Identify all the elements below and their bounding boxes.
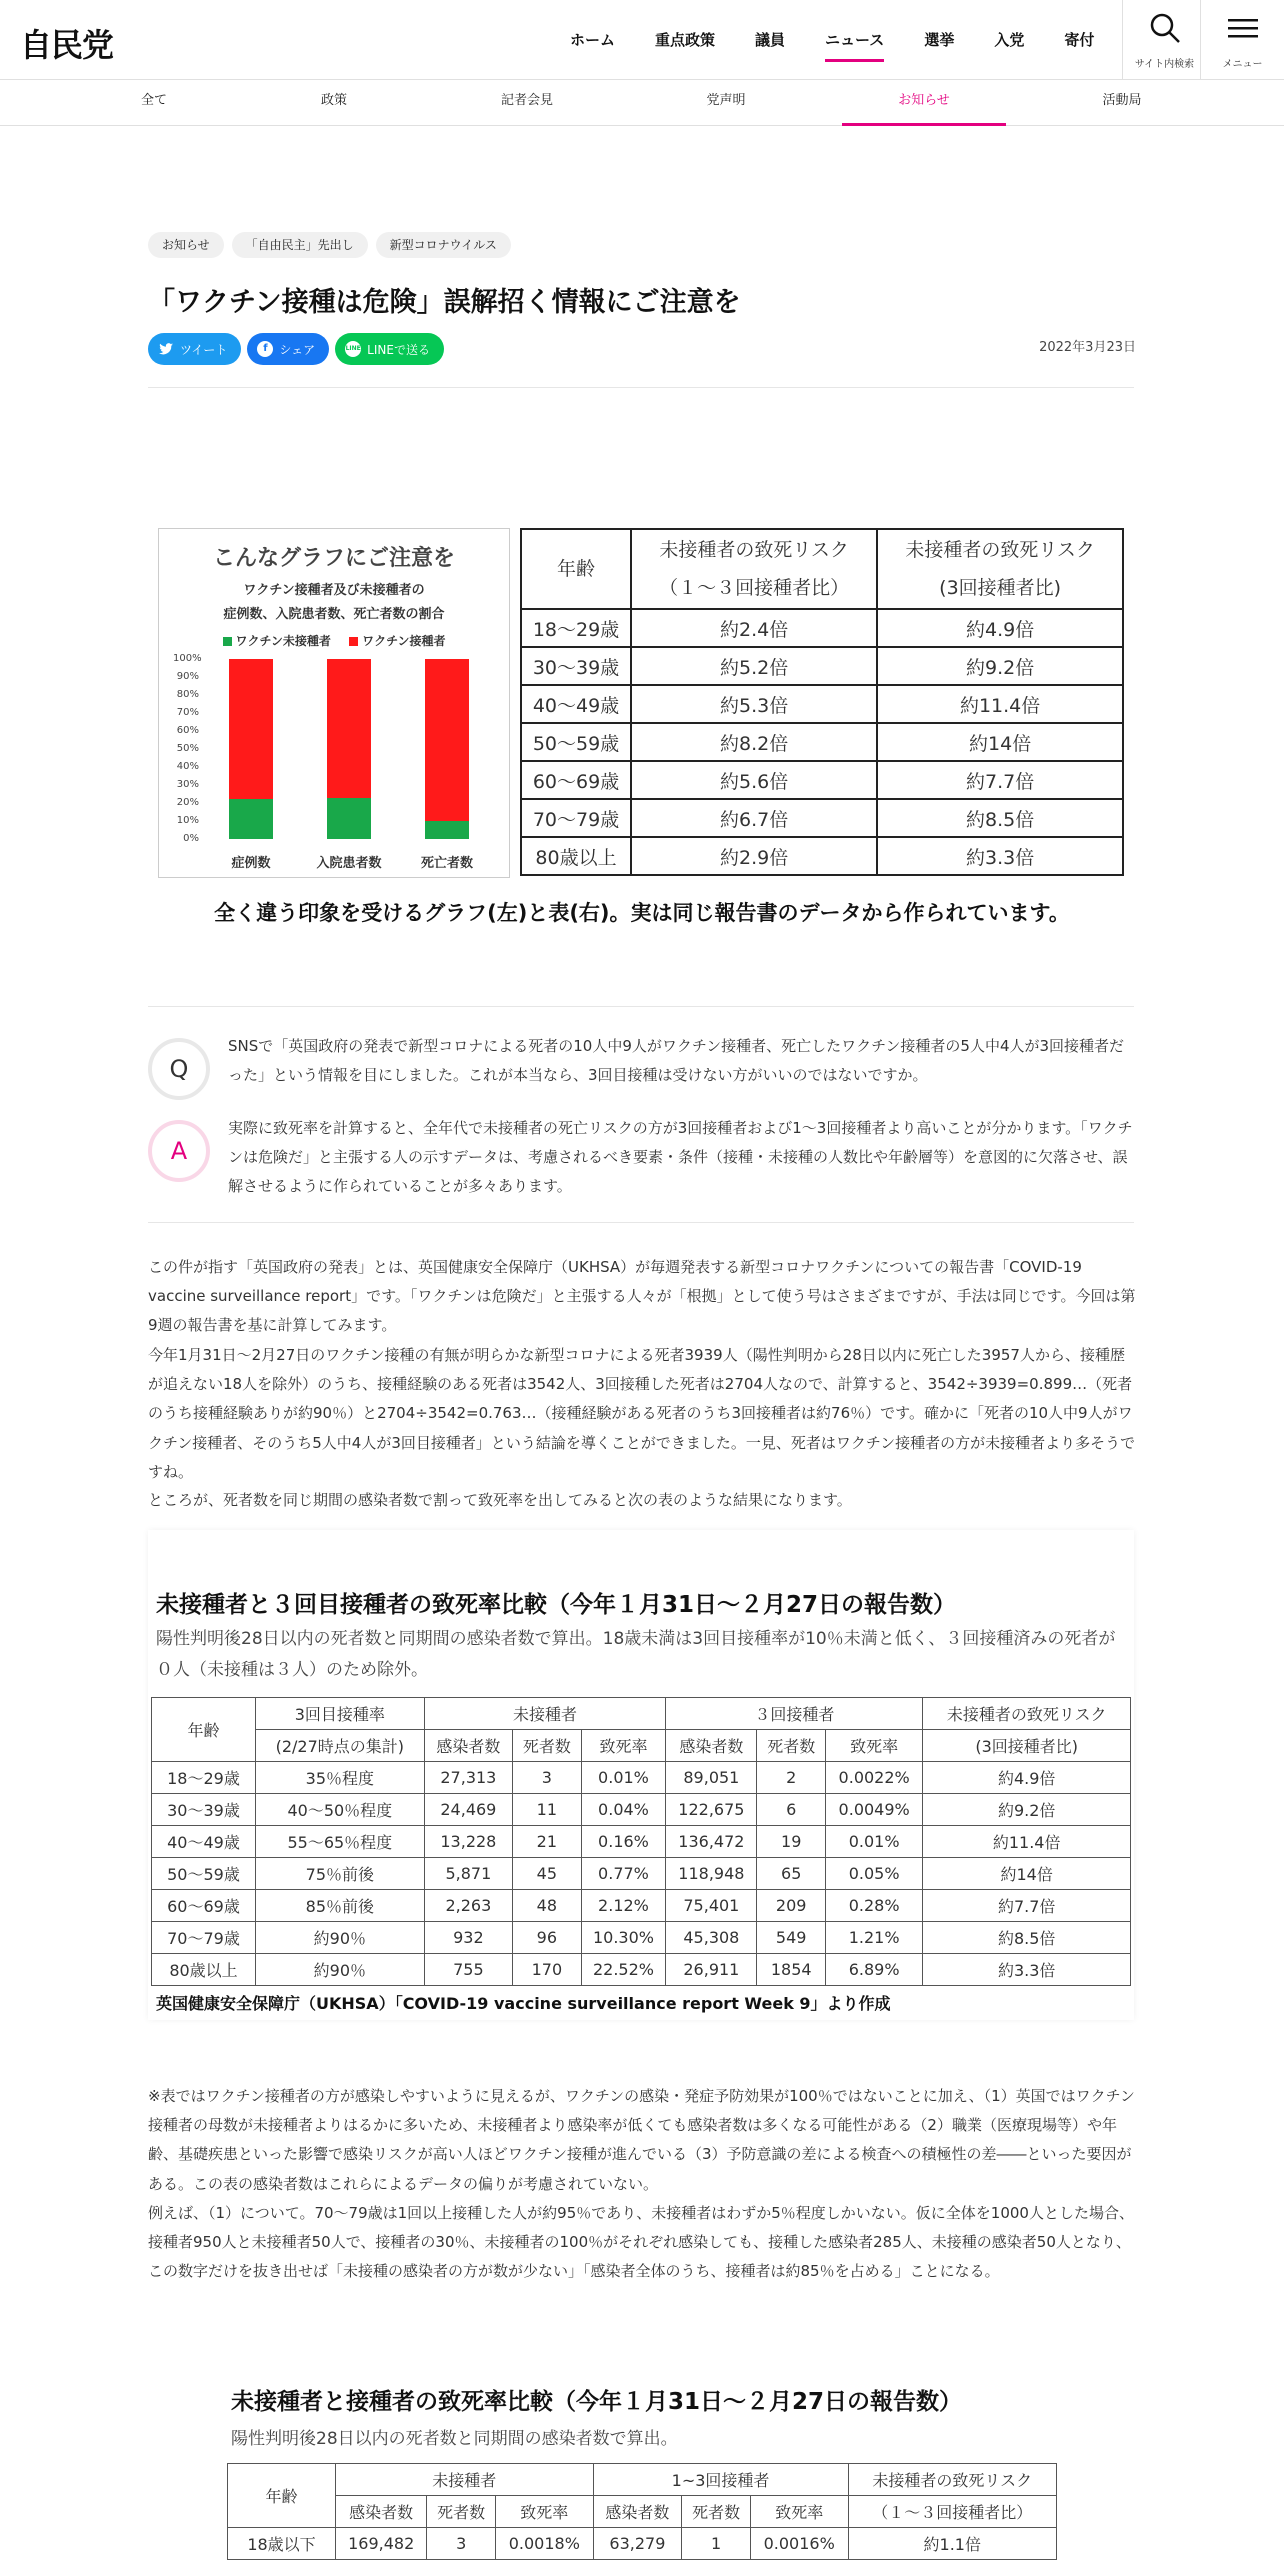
bar-unvaccinated [327,798,371,839]
risk-head-col2 [877,529,1123,609]
table2-row [152,1922,1131,1954]
t3-head-age: 年齢 [228,2464,336,2528]
t3-sub-vax-deaths: 死者数 [682,2496,751,2528]
risk-table-cell: 50～59歳 [521,723,631,761]
search-icon [1148,11,1182,45]
table2-cell: 2.12% [581,1890,666,1922]
article-tags [148,232,511,258]
risk-table-cell: 約4.9倍 [877,609,1123,647]
bar-unvaccinated [425,821,469,839]
t3-sub-risk: （１～３回接種者比） [848,2496,1057,2528]
tag-notice[interactable]: お知らせ [148,232,224,258]
misleading-graph [158,528,510,878]
t3-head-unvax: 未接種者 [336,2464,594,2496]
table2-cell: 549 [757,1922,826,1954]
risk-table-cell: 約5.3倍 [631,685,877,723]
risk-table-cell: 約11.4倍 [877,685,1123,723]
table2-container [148,1530,1134,2020]
risk-table-row [521,685,1123,723]
table2-cell: 209 [757,1890,826,1922]
table3-title: 未接種者と接種者の致死率比較（今年１月31日～２月27日の報告数） [231,2389,963,2415]
bar-unvaccinated [229,799,273,839]
table2-source: 英国健康安全保障庁（UKHSA）「COVID-19 vaccine surveillance report Week 9」より作成 [156,1994,891,2013]
tweet-label: ツイート [180,342,228,357]
graph-subtitle-1: ワクチン接種者及び未接種者の [243,583,425,598]
legend-vaccinated: ワクチン接種者 [362,634,446,648]
bar-vaccinated [229,659,273,799]
risk-table-cell: 約6.7倍 [631,799,877,837]
table2-row [152,1826,1131,1858]
risk-head-col2-line2: (3回接種者比) [939,577,1062,599]
t3-sub-unvax-deaths: 死者数 [427,2496,496,2528]
qa-bottom-divider [148,1222,1134,1223]
y-tick-label: 100% [173,653,202,664]
table2-cell: 40～49歳 [152,1826,256,1858]
nav-home[interactable]: ホーム [570,31,616,49]
t2-head-unvax: 未接種者 [424,1698,666,1730]
risk-table-cell: 約8.2倍 [631,723,877,761]
table2-cell: 70～79歳 [152,1922,256,1954]
table2-cell: 75,401 [666,1890,757,1922]
table2-cell: 2 [757,1762,826,1794]
nav-policy[interactable]: 重点政策 [655,31,716,49]
y-tick-label: 70% [176,707,199,718]
facebook-label: シェア [279,342,316,357]
site-logo[interactable]: 自民党 [20,26,114,64]
x-category-label: 入院患者数 [316,856,382,871]
t3-sub-unvax-cases: 感染者数 [336,2496,427,2528]
table2-cell: 755 [424,1954,512,1986]
y-tick-label: 10% [176,815,199,826]
table2-cell: 3 [513,1762,582,1794]
facebook-icon: f [257,341,273,357]
facebook-share-button[interactable] [247,333,329,365]
table2-cell: 24,469 [424,1794,512,1826]
category-subnav [0,80,1284,126]
body-paragraph-5: 例えば、（1）について。70～79歳は1回以上接種した人が約95％であり、未接種者はわずか5％程度しかいない。仮に全体を1000人とした場合、接種者950人と未接種者50人で、接種者の30％、未接種者の100％がそれぞれ感染しても、接種した感染者285人、未接種の感染者50人となり、この数字だけを抜き出せば「未接種の感染者の方が数が少ない」「感染者全体のうち、接種者は約85％を占める」ことになる。 [148,2204,1134,2281]
table3-body [228,2528,1057,2560]
y-tick-label: 90% [176,671,199,682]
article-date: 2022年3月23日 [1039,340,1136,355]
table2-title: 未接種者と３回目接種者の致死率比較（今年１月31日～２月27日の報告数） [156,1592,957,1618]
bar-vaccinated [425,659,469,821]
risk-table-row [521,723,1123,761]
answer-mark: A [148,1120,210,1182]
legend-swatch-unvaccinated [223,637,232,646]
table2-cell: 0.01% [825,1826,922,1858]
hamburger-menu-icon [1226,16,1260,42]
risk-head-col1-line2: （１～３回接種者比） [659,577,850,599]
risk-table-row [521,799,1123,837]
t2-sub-unvax-cfr: 致死率 [581,1730,666,1762]
table2-cell: 122,675 [666,1794,757,1826]
table2-cell: 75％前後 [256,1858,425,1890]
y-tick-label: 80% [176,689,199,700]
table2-cell: 0.0049% [825,1794,922,1826]
risk-table-cell: 18～29歳 [521,609,631,647]
y-tick-label: 50% [176,743,199,754]
table2-cell: 40～50％程度 [256,1794,425,1826]
question-text: SNSで「英国政府の発表で新型コロナによる死者の10人中9人がワクチン接種者、死亡したワクチン接種者の5人中4人が3回接種者だった」という情報を目にしました。これが本当なら、3回目接種は受けない方がいいのではないですか。 [228,1037,1125,1084]
table2-cell: 約90％ [256,1922,425,1954]
t2-sub-unvax-cases: 感染者数 [424,1730,512,1762]
graph-legend [159,632,509,649]
table3-cell: 18歳以下 [228,2528,336,2560]
risk-head-col1-line1: 未接種者の致死リスク [659,539,849,561]
risk-table-cell: 約8.5倍 [877,799,1123,837]
table2-fatality-3rd-dose [151,1697,1131,1986]
table2-cell: 45,308 [666,1922,757,1954]
table2-row [152,1794,1131,1826]
table2-cell: 13,228 [424,1826,512,1858]
y-tick-label: 0% [183,833,199,844]
table2-cell: 2,263 [424,1890,512,1922]
risk-table-cell: 約9.2倍 [877,647,1123,685]
table3-cell: 63,279 [593,2528,682,2560]
line-label: LINEで送る [367,342,430,357]
table3-cell: 3 [427,2528,496,2560]
risk-table-cell: 約3.3倍 [877,837,1123,875]
table2-cell: 10.30% [581,1922,666,1954]
subnav-press[interactable]: 記者会見 [500,93,553,108]
table2-cell: 22.52% [581,1954,666,1986]
table2-note: 陽性判明後28日以内の死者数と同期間の感染者数で算出。18歳未満は3回目接種率が10％未満と低く、３回接種済みの死者が０人（未接種は３人）のため除外。 [156,1629,1116,1680]
tweet-button[interactable] [148,333,241,365]
body-paragraph-1: この件が指す「英国政府の発表」とは、英国健康安全保障庁（UKHSA）が毎週発表する新型コロナワクチンについての報告書「COVID-19 vaccine surveillance report」です。「ワクチンは危険だ」と主張する人々が「根拠」として使う号はさまざまですが、手法は同じです。今回は第9週の報告書を基に計算してみます。 [148,1258,1136,1335]
table3-cell: 169,482 [336,2528,427,2560]
nav-news[interactable]: ニュース [805,0,904,80]
twitter-bird-icon [158,341,174,357]
risk-table-row [521,647,1123,685]
t2-sub-3dose-cases: 感染者数 [666,1730,757,1762]
table2-cell: 約90％ [256,1954,425,1986]
risk-ratio-table [520,528,1124,876]
bar-vaccinated [327,659,371,798]
risk-head-col1 [631,529,877,609]
table2-cell: 18～29歳 [152,1762,256,1794]
risk-table-cell: 約5.6倍 [631,761,877,799]
risk-table-cell: 30～39歳 [521,647,631,685]
table2-cell: 6.89% [825,1954,922,1986]
table3-row [228,2528,1057,2560]
table2-cell: 1.21% [825,1922,922,1954]
tag-covid[interactable]: 新型コロナウイルス [376,232,511,258]
table2-cell: 55～65％程度 [256,1826,425,1858]
t3-sub-vax-cases: 感染者数 [593,2496,682,2528]
table2-cell: 80歳以上 [152,1954,256,1986]
nav-donate[interactable]: 寄付 [1064,31,1095,49]
site-search-button[interactable] [1122,0,1206,80]
table2-cell: 35％程度 [256,1762,425,1794]
table2-row [152,1954,1131,1986]
article-title: 「ワクチン接種は危険」誤解招く情報にご注意を [148,287,741,318]
table2-cell: 約9.2倍 [923,1794,1131,1826]
table2-header-row1 [152,1698,1131,1730]
table2-cell: 45 [513,1858,582,1890]
table2-cell: 約7.7倍 [923,1890,1131,1922]
risk-head-age: 年齢 [521,529,631,609]
risk-table-cell: 約5.2倍 [631,647,877,685]
table2-cell: 1854 [757,1954,826,1986]
table2-cell: 26,911 [666,1954,757,1986]
main-nav [550,0,1114,80]
risk-table-cell: 約7.7倍 [877,761,1123,799]
line-share-button[interactable] [335,333,444,365]
title-divider [148,387,1134,388]
table2-cell: 約4.9倍 [923,1762,1131,1794]
legend-swatch-vaccinated [349,637,358,646]
table2-cell: 89,051 [666,1762,757,1794]
table2-cell: 0.01% [581,1762,666,1794]
table2-cell: 19 [757,1826,826,1858]
answer-block [148,1110,1134,1220]
legend-unvaccinated: ワクチン未接種者 [235,634,331,648]
menu-label: メニュー [1222,59,1263,70]
table2-cell: 0.04% [581,1794,666,1826]
t3-sub-unvax-cfr: 致死率 [496,2496,594,2528]
t2-sub-unvax-deaths: 死者数 [513,1730,582,1762]
risk-table-cell: 約14倍 [877,723,1123,761]
table2-cell: 約11.4倍 [923,1826,1131,1858]
table2-cell: 30～39歳 [152,1794,256,1826]
y-tick-label: 30% [176,779,199,790]
t3-head-risk: 未接種者の致死リスク [848,2464,1057,2496]
table2-cell: 65 [757,1858,826,1890]
subnav-all[interactable]: 全て [140,93,167,108]
table2-cell: 85％前後 [256,1890,425,1922]
risk-table-cell: 80歳以上 [521,837,631,875]
t2-head-3dose: ３回接種者 [666,1698,923,1730]
risk-table-row [521,761,1123,799]
nav-members[interactable]: 議員 [755,31,786,49]
table3-cell: 0.0016% [750,2528,848,2560]
graph-subtitle-2: 症例数、入院患者数、死亡者数の割合 [223,607,445,622]
table2-cell: 60～69歳 [152,1890,256,1922]
t3-sub-vax-cfr: 致死率 [750,2496,848,2528]
table3-fatality-any-dose [227,2463,1057,2560]
table2-cell: 170 [513,1954,582,1986]
x-category-label: 症例数 [231,856,271,871]
risk-table-body [521,609,1123,875]
t2-sub-3dose-deaths: 死者数 [757,1730,826,1762]
table2-cell: 0.0022% [825,1762,922,1794]
table2-row [152,1762,1131,1794]
y-tick-label: 40% [176,761,199,772]
question-block [148,1022,1134,1112]
share-buttons [148,333,444,365]
risk-table-cell: 約2.9倍 [631,837,877,875]
table2-row [152,1890,1131,1922]
x-category-label: 死亡者数 [420,856,473,871]
table2-cell: 96 [513,1922,582,1954]
answer-text: 実際に致死率を計算すると、全年代で未接種者の死亡リスクの方が3回接種者および1～3回接種者より高いことが分かります。「ワクチンは危険だ」と主張する人の示すデータは、考慮されるべき要素・条件（接種・未接種の人数比や年齢層等）を意図的に欠落させ、誤解させるように作られていることが多々あります。 [228,1119,1133,1195]
table2-cell: 約8.5倍 [923,1922,1131,1954]
tag-jiyuminshu[interactable]: 「自由民主」先出し [232,232,368,258]
t2-head-rate: 3回目接種率 [256,1698,425,1730]
infographic-caption: 全く違う印象を受けるグラフ(左)と表(右)。実は同じ報告書のデータから作られています。 [214,901,1070,925]
table2-row [152,1858,1131,1890]
infographic [158,528,1124,878]
question-mark: Q [148,1038,210,1100]
subnav-activities[interactable]: 活動局 [1102,93,1142,108]
table2-cell: 48 [513,1890,582,1922]
table2-cell: 136,472 [666,1826,757,1858]
body-paragraph-3: ところが、死者数を同じ期間の感染者数で割って致死率を出してみると次の表のような結果になります。 [148,1491,852,1509]
table2-body [152,1762,1131,1986]
table2-cell: 50～59歳 [152,1858,256,1890]
y-tick-label: 60% [176,725,199,736]
table2-cell: 0.77% [581,1858,666,1890]
t2-sub-3dose-cfr: 致死率 [825,1730,922,1762]
y-tick-label: 20% [176,797,199,808]
table2-cell: 118,948 [666,1858,757,1890]
risk-table-cell: 70～79歳 [521,799,631,837]
risk-table-row [521,609,1123,647]
body-paragraph-4: ※表ではワクチン接種者の方が感染しやすいように見えるが、ワクチンの感染・発症予防効果が100％ではないことに加え、（1）英国ではワクチン接種者の母数が未接種者よりはるかに多いため、未接種者より感染率が低くても感染者数は多くなる可能性がある（2）職業（医療現場等）や年齢、基礎疾患といった影響で感染リスクが高い人ほどワクチン接種が進んでいる（3）予防意識の差による検査への積極性の差――といった要因がある。この表の感染者数はこれらによるデータの偏りが考慮されていない。 [148,2087,1135,2193]
table2-cell: 0.05% [825,1858,922,1890]
risk-table-row [521,837,1123,875]
table3-cell: 1 [682,2528,751,2560]
t2-head-risk: 未接種者の致死リスク [923,1698,1131,1730]
table3-note: 陽性判明後28日以内の死者数と同期間の感染者数で算出。 [231,2429,678,2449]
table2-header-row2 [152,1730,1131,1762]
table2-cell: 0.28% [825,1890,922,1922]
table3-cell: 約1.1倍 [848,2528,1057,2560]
nav-join[interactable]: 入党 [994,31,1025,49]
line-icon: LINE [345,341,361,357]
table2-cell: 6 [757,1794,826,1826]
menu-button[interactable] [1200,0,1284,80]
table3-header-row2 [228,2496,1057,2528]
risk-table-cell: 約2.4倍 [631,609,877,647]
risk-head-col2-line1: 未接種者の致死リスク [905,539,1095,561]
t2-sub-rate: (2/27時点の集計) [256,1730,425,1762]
search-label: サイト内検索 [1134,59,1195,70]
t2-head-age: 年齢 [152,1698,256,1762]
table2-cell: 932 [424,1922,512,1954]
table2-cell: 0.16% [581,1826,666,1858]
subnav-notices[interactable]: お知らせ [842,80,1006,126]
t3-head-vax: 1~3回接種者 [593,2464,848,2496]
table3-header-row1 [228,2464,1057,2496]
subnav-policy[interactable]: 政策 [320,93,347,108]
risk-table-cell: 40～49歳 [521,685,631,723]
table2-cell: 約3.3倍 [923,1954,1131,1986]
table3-cell: 0.0018% [496,2528,594,2560]
site-header [0,0,1284,80]
table2-cell: 5,871 [424,1858,512,1890]
subnav-statements[interactable]: 党声明 [706,93,746,108]
table2-cell: 27,313 [424,1762,512,1794]
risk-table-header [521,529,1123,609]
t2-sub-risk: (3回接種者比) [923,1730,1131,1762]
table2-cell: 11 [513,1794,582,1826]
graph-title: こんなグラフにご注意を [212,546,455,571]
nav-election[interactable]: 選挙 [924,31,955,49]
table2-cell: 約14倍 [923,1858,1131,1890]
body-paragraph-2: 今年1月31日～2月27日のワクチン接種の有無が明らかな新型コロナによる死者3939人（陽性判明から28日以内に死亡した3957人から、接種歴が追えない18人を除外）のうち、接種経験のある死者は3542人、3回接種した死者は2704人なので、計算すると、3542÷3939=0.899…（死者のうち接種経験ありが約90％）と2704÷3542=0.763…（接種経験がある死者のうち3回接種者は約76％）です。確かに「死者の10人中9人がワクチン接種者、そのうち5人中4人が3回目接種者」という結論を導くことができました。一見、死者はワクチン接種者の方が未接種者より多そうですね。 [148,1346,1136,1481]
qa-top-divider [148,1006,1134,1007]
table2-cell: 21 [513,1826,582,1858]
risk-table-cell: 60～69歳 [521,761,631,799]
